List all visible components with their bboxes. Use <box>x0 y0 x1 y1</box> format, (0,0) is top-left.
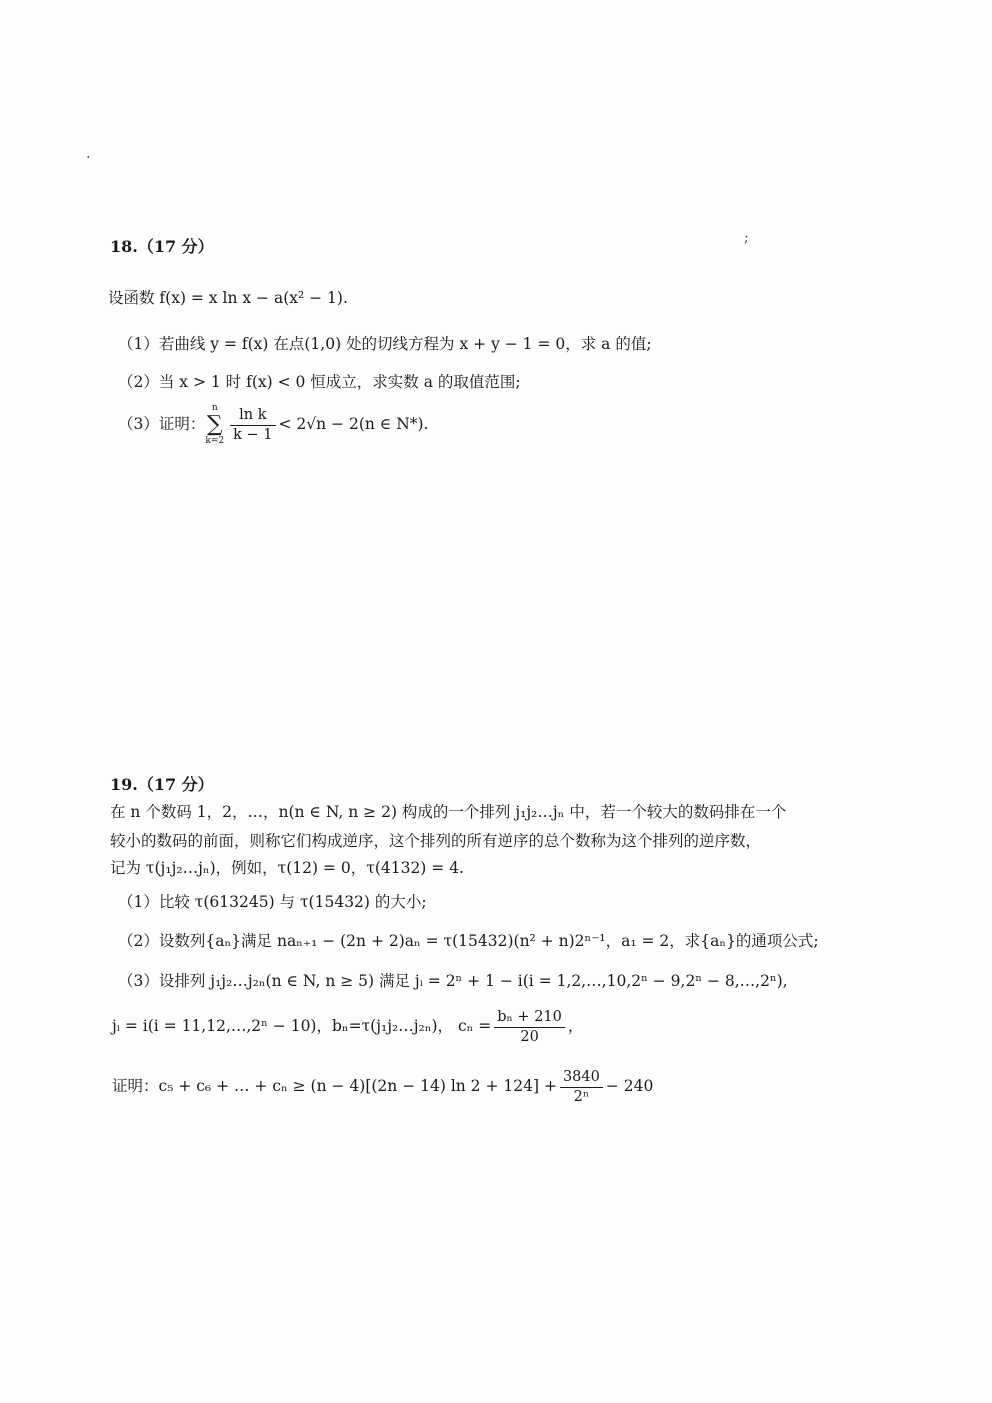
q19-header: 19.（17 分） <box>110 775 214 794</box>
q19-part3-line2-end: ， <box>567 1017 584 1035</box>
fraction-numerator: ln k <box>230 406 275 426</box>
q19-line1: 在 n 个数码 1，2，…，n(n ∈ N, n ≥ 2) 构成的一个排列 j₁j₂…jₙ 中，若一个较大的数码排在一个 <box>110 803 787 821</box>
q18-intro: 设函数 f(x) = x ln x − a(x² − 1). <box>108 289 348 307</box>
fraction-denominator: 2ⁿ <box>573 1088 590 1105</box>
sigma-symbol: ∑ <box>206 412 223 437</box>
scan-speck: . <box>86 146 91 162</box>
q19-line2: 较小的数码的前面，则称它们构成逆序，这个排列的所有逆序的总个数称为这个排列的逆序数， <box>110 832 762 850</box>
q19-part1: （1）比较 τ(613245) 与 τ(15432) 的大小; <box>118 893 427 911</box>
fraction-numerator: 3840 <box>560 1068 603 1088</box>
q18-part3-prefix: （3）证明： <box>118 415 206 433</box>
fraction-denominator: 20 <box>520 1028 539 1045</box>
fraction-lnk <box>230 406 275 445</box>
q18-part1: （1）若曲线 y = f(x) 在点(1,0) 处的切线方程为 x + y − 1 = 0，求 a 的值; <box>118 335 652 353</box>
q19-part3-line2 <box>112 1004 583 1048</box>
fraction-numerator: bₙ + 210 <box>494 1008 565 1028</box>
q18-header: 18.（17 分） <box>110 237 214 256</box>
q18-part3 <box>118 401 428 447</box>
fraction-cn <box>494 1008 565 1047</box>
summation <box>205 403 224 447</box>
fraction-denominator: k − 1 <box>233 426 273 443</box>
q18-part3-tail: < 2√n − 2(n ∈ N*). <box>278 415 429 433</box>
sum-lower: k=2 <box>205 436 225 446</box>
q19-line3: 记为 τ(j₁j₂…jₙ)，例如，τ(12) = 0，τ(4132) = 4. <box>110 859 464 877</box>
proof-prefix: 证明： <box>112 1077 159 1095</box>
q19-part3-line2-text: jᵢ = i(i = 11,12,…,2ⁿ − 10)，bₙ=τ(j₁j₂…j₂ₙ)， cₙ = <box>112 1017 492 1035</box>
fraction-3840 <box>560 1068 603 1107</box>
proof-tail: − 240 <box>605 1077 654 1095</box>
q18-part2: （2）当 x > 1 时 f(x) < 0 恒成立，求实数 a 的取值范围; <box>118 373 521 391</box>
q19-proof <box>112 1064 653 1108</box>
q19-part2: （2）设数列{aₙ}满足 naₙ₊₁ − (2n + 2)aₙ = τ(15432)(n² + n)2ⁿ⁻¹，a₁ = 2，求{aₙ}的通项公式; <box>118 932 819 950</box>
proof-expression: c₅ + c₆ + … + cₙ ≥ (n − 4)[(2n − 14) ln 2 + 124] + <box>158 1077 557 1095</box>
scan-speck: ; <box>744 230 749 246</box>
q19-part3-line1: （3）设排列 j₁j₂…j₂ₙ(n ∈ N, n ≥ 5) 满足 jᵢ = 2ⁿ + 1 − i(i = 1,2,…,10,2ⁿ − 9,2ⁿ − 8,…,2ⁿ), <box>118 972 788 990</box>
sum-upper: n <box>211 403 218 413</box>
